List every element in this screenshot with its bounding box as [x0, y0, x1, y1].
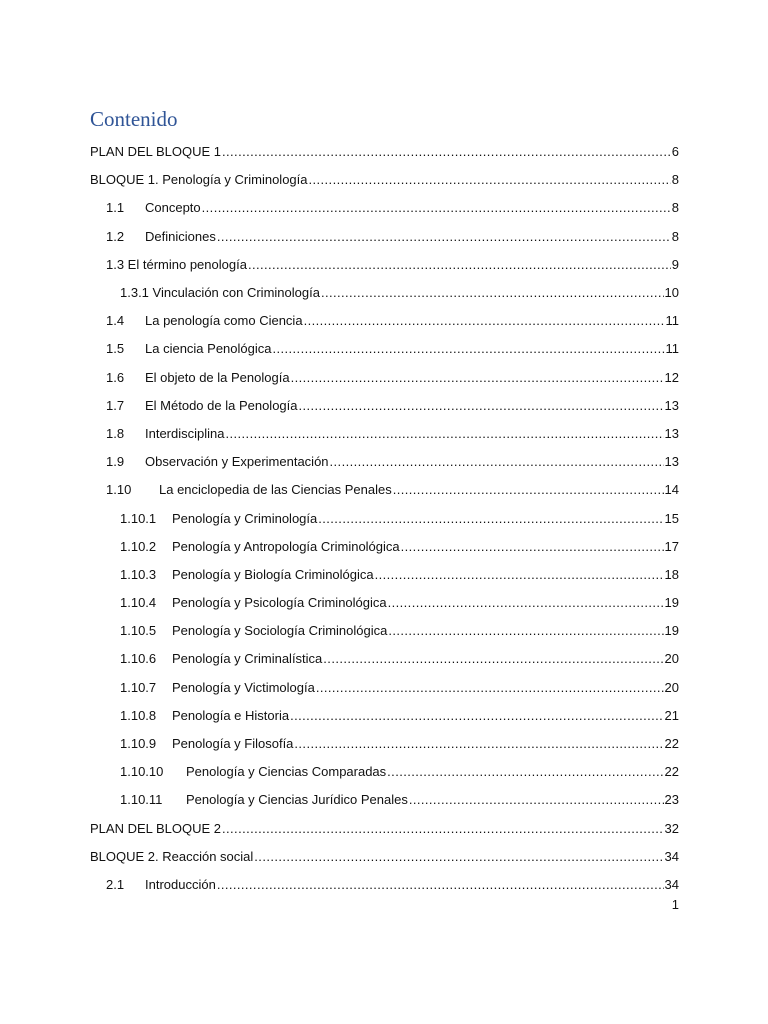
toc-entry[interactable] [90, 702, 679, 730]
toc-entry-page-number: 22 [664, 736, 679, 752]
toc-entry-title: Penología y Filosofía [172, 736, 294, 752]
toc-entry[interactable] [90, 843, 679, 871]
toc-entry-page-number: 34 [664, 848, 679, 864]
toc-entry-title: El Método de la Penología [145, 397, 298, 413]
toc-entry[interactable] [90, 476, 679, 504]
toc-entry-number: 1.10.2 [120, 538, 157, 554]
toc-entry-page-number: 12 [664, 369, 679, 385]
toc-entry[interactable] [90, 561, 679, 589]
toc-dot-leader [222, 821, 664, 837]
toc-entry[interactable] [90, 392, 679, 420]
toc-entry[interactable] [90, 504, 679, 532]
toc-entry-page-number: 20 [664, 679, 679, 695]
toc-entry-title: Interdisciplina [145, 425, 225, 441]
toc-entry-page-number: 8 [671, 228, 679, 244]
toc-entry[interactable] [90, 871, 679, 899]
toc-dot-leader [272, 341, 664, 357]
toc-entry-page-number: 23 [664, 792, 679, 808]
toc-entry-title: 1.3 El término penología [106, 256, 247, 272]
toc-entry-number: 1.5 [106, 341, 125, 357]
toc-entry-number: 1.10.9 [120, 736, 157, 752]
toc-dot-leader [202, 200, 671, 216]
toc-entry-number: 1.2 [106, 228, 125, 244]
toc-dot-leader [294, 736, 663, 752]
toc-entry-title: La ciencia Penológica [145, 341, 272, 357]
toc-entry-page-number: 13 [664, 454, 679, 470]
toc-entry-page-number: 6 [671, 144, 679, 160]
toc-entry-page-number: 13 [664, 425, 679, 441]
toc-entry-number: 1.10.8 [120, 707, 157, 723]
toc-entry[interactable] [90, 335, 679, 363]
toc-dot-leader [375, 567, 664, 583]
toc-dot-leader [318, 511, 663, 527]
toc-entry-number: 1.10.1 [120, 510, 157, 526]
toc-dot-leader [330, 454, 664, 470]
toc-dot-leader [304, 313, 665, 329]
toc-entry-number: 1.10.3 [120, 566, 157, 582]
toc-entry[interactable] [90, 194, 679, 222]
toc-dot-leader [316, 680, 664, 696]
toc-entry[interactable] [90, 645, 679, 673]
toc-entry-number: 1.10.11 [120, 792, 163, 808]
toc-entry-title: PLAN DEL BLOQUE 1 [90, 144, 222, 160]
toc-entry[interactable] [90, 730, 679, 758]
toc-entry-page-number: 21 [664, 707, 679, 723]
toc-entry-number: 1.10.4 [120, 595, 157, 611]
toc-entry-page-number: 17 [664, 538, 679, 554]
toc-dot-leader [401, 539, 664, 555]
toc-entry-title: BLOQUE 2. Reacción social [90, 848, 254, 864]
toc-entry[interactable] [90, 533, 679, 561]
toc-entry[interactable] [90, 364, 679, 392]
toc-dot-leader [248, 257, 671, 273]
toc-dot-leader [387, 764, 663, 780]
toc-entry-number: 1.10.5 [120, 623, 157, 639]
toc-entry-number: 1.10.6 [120, 651, 157, 667]
toc-entry-page-number: 13 [664, 397, 679, 413]
toc-entry[interactable] [90, 674, 679, 702]
toc-dot-leader [321, 285, 664, 301]
toc-dot-leader [291, 370, 664, 386]
toc-dot-leader [226, 426, 664, 442]
toc-entry-page-number: 9 [671, 256, 679, 272]
toc-entry-number: 2.1 [106, 876, 125, 892]
toc-entry-title: Introducción [145, 876, 216, 892]
toc-entry-number: 1.1 [106, 200, 125, 216]
toc-entry-page-number: 15 [664, 510, 679, 526]
toc-dot-leader [388, 595, 664, 611]
toc-entry-title: Definiciones [145, 228, 216, 244]
toc-entry-number: 1.4 [106, 313, 125, 329]
toc-entry-page-number: 18 [664, 566, 679, 582]
toc-entry-page-number: 20 [664, 651, 679, 667]
toc-entry[interactable] [90, 279, 679, 307]
toc-entry-title: La enciclopedia de las Ciencias Penales [159, 482, 392, 498]
toc-dot-leader [217, 229, 671, 245]
toc-entry[interactable] [90, 166, 679, 194]
toc-heading: Contenido [90, 107, 178, 131]
toc-dot-leader [323, 651, 663, 667]
toc-entry-number: 1.6 [106, 369, 125, 385]
toc-entry-title: Penología y Biología Criminológica [172, 566, 374, 582]
toc-dot-leader [290, 708, 663, 724]
toc-entry-title: El objeto de la Penología [145, 369, 290, 385]
toc-entry-page-number: 34 [664, 876, 679, 892]
toc-entry[interactable] [90, 307, 679, 335]
toc-entry-number: 1.7 [106, 397, 125, 413]
toc-entry-page-number: 19 [664, 595, 679, 611]
toc-entry-page-number: 8 [671, 200, 679, 216]
toc-entry[interactable] [90, 815, 679, 843]
toc-entry-title: Penología e Historia [172, 707, 290, 723]
toc-entry[interactable] [90, 448, 679, 476]
toc-entry-number: 1.9 [106, 454, 125, 470]
toc-entry-number: 1.10.10 [120, 764, 164, 780]
toc-dot-leader [217, 877, 664, 893]
toc-dot-leader [299, 398, 664, 414]
toc-entry-title: 1.3.1 Vinculación con Criminología [120, 285, 320, 301]
toc-entry-page-number: 11 [665, 341, 679, 357]
toc-dot-leader [222, 144, 671, 160]
toc-entry[interactable] [90, 758, 679, 786]
toc-entry-number: 1.10 [106, 482, 132, 498]
toc-entry-page-number: 19 [664, 623, 679, 639]
toc-entry-number: 1.10.7 [120, 679, 157, 695]
toc-dot-leader [309, 172, 671, 188]
toc-entry-title: Penología y Psicología Criminológica [172, 595, 387, 611]
toc-entry-title: Penología y Criminología [172, 510, 318, 526]
toc-entry[interactable] [90, 138, 679, 166]
toc-entry-page-number: 11 [665, 313, 679, 329]
toc-entry-title: Penología y Antropología Criminológica [172, 538, 400, 554]
toc-dot-leader [254, 849, 663, 865]
toc-entry[interactable] [90, 223, 679, 251]
toc-entry-title: BLOQUE 1. Penología y Criminología [90, 172, 308, 188]
toc-entry[interactable] [90, 617, 679, 645]
toc-entry-number: 1.8 [106, 425, 125, 441]
toc-entry[interactable] [90, 786, 679, 814]
toc-dot-leader [393, 482, 664, 498]
toc-entry-title: Observación y Experimentación [145, 454, 329, 470]
toc-entry-page-number: 8 [671, 172, 679, 188]
toc-entry-title: Penología y Victimología [172, 679, 315, 695]
toc-entry-title: Penología y Criminalística [172, 651, 323, 667]
toc-dot-leader [388, 623, 663, 639]
toc-entry-title: Penología y Sociología Criminológica [172, 623, 388, 639]
toc-entry-title: PLAN DEL BLOQUE 2 [90, 820, 222, 836]
toc-dot-leader [409, 792, 664, 808]
toc-entry-page-number: 32 [664, 820, 679, 836]
toc-entry-page-number: 22 [664, 764, 679, 780]
toc-entry[interactable] [90, 420, 679, 448]
toc-entry-title: Penología y Ciencias Comparadas [186, 764, 387, 780]
toc-entry-title: La penología como Ciencia [145, 313, 303, 329]
toc-entry[interactable] [90, 251, 679, 279]
table-of-contents [90, 138, 679, 899]
toc-entry-page-number: 14 [664, 482, 679, 498]
page-number: 1 [671, 897, 679, 912]
toc-entry-page-number: 10 [664, 285, 679, 301]
toc-entry-title: Concepto [145, 200, 201, 216]
toc-entry-title: Penología y Ciencias Jurídico Penales [186, 792, 408, 808]
toc-entry[interactable] [90, 589, 679, 617]
